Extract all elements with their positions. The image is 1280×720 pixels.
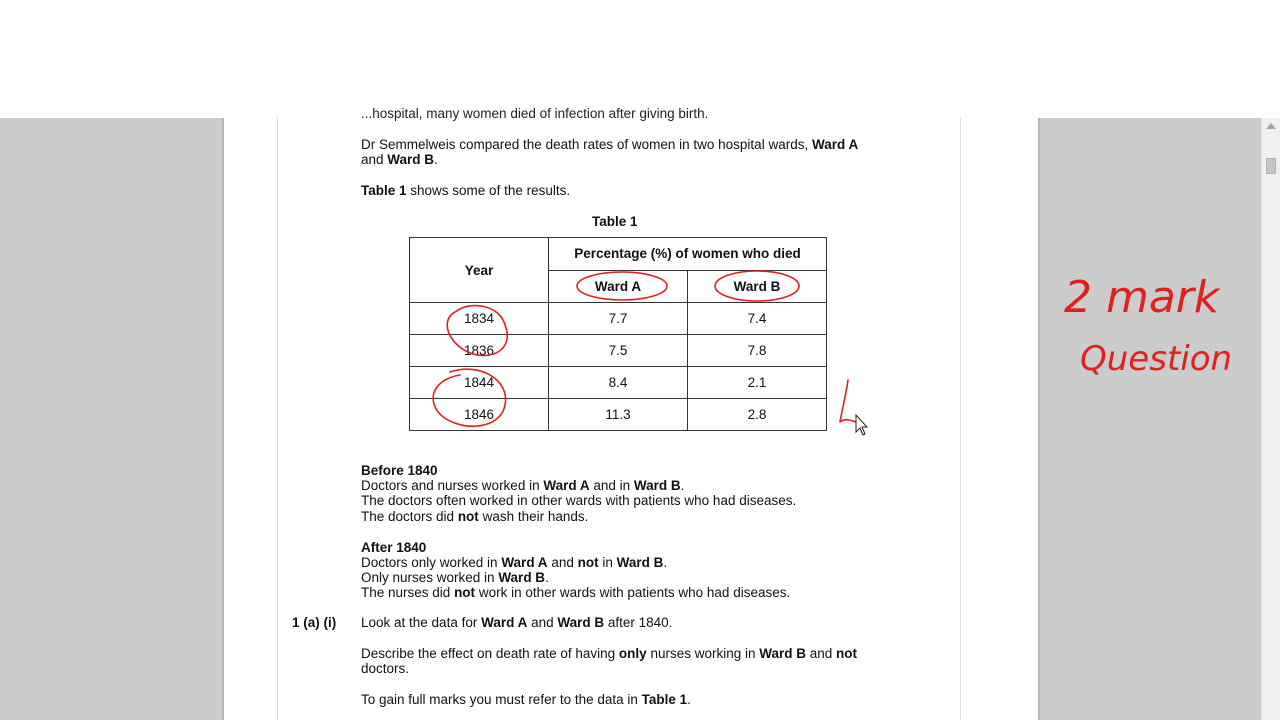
top-blank-area [0, 0, 1280, 118]
after-line-2: Only nurses worked in Ward B. [361, 570, 549, 585]
partial-top-line: ...hospital, many women died of infection after giving birth. [361, 106, 709, 121]
table-reference: Table 1 shows some of the results. [361, 183, 571, 198]
vertical-scrollbar[interactable] [1261, 118, 1280, 720]
scroll-up-arrow-icon[interactable] [1266, 123, 1276, 129]
ward-b-cell: 2.1 [688, 367, 827, 399]
exam-page [224, 106, 1038, 720]
ward-a-cell: 7.7 [549, 303, 688, 335]
after-line-3: The nurses did not work in other wards with patients who had diseases. [361, 585, 791, 600]
margin-note-line-1: 2 mark [1064, 272, 1220, 323]
year-header: Year [410, 238, 549, 303]
year-cell: 1836 [410, 335, 549, 367]
year-cell: 1834 [410, 303, 549, 335]
table-title: Table 1 [592, 214, 638, 229]
question-number: 1 (a) (i) [292, 615, 337, 630]
ward-b-cell: 2.8 [688, 399, 827, 431]
after-line-1: Doctors only worked in Ward A and not in Ward B. [361, 555, 668, 570]
ward-b-header: Ward B [688, 270, 827, 303]
table-row [410, 399, 827, 431]
before-line-1: Doctors and nurses worked in Ward A and in Ward B. [361, 478, 685, 493]
question-line-1: Look at the data for Ward A and Ward B after 1840. [361, 615, 673, 630]
after-heading: After 1840 [361, 540, 427, 555]
ward-a-header: Ward A [549, 270, 688, 303]
ward-a-cell: 7.5 [549, 335, 688, 367]
intro-line-1: Dr Semmelweis compared the death rates of women in two hospital wards, Ward A [361, 137, 859, 152]
question-line-2: Describe the effect on death rate of having only nurses working in Ward B and not [361, 646, 858, 661]
table-row [410, 335, 827, 367]
table-row [410, 303, 827, 335]
before-line-3: The doctors did not wash their hands. [361, 509, 589, 524]
right-margin-line [960, 118, 961, 720]
margin-note-line-2: Question [1080, 339, 1233, 379]
scrollbar-thumb[interactable] [1266, 158, 1276, 174]
ward-a-cell: 11.3 [549, 399, 688, 431]
left-margin-line [277, 118, 278, 720]
percentage-header: Percentage (%) of women who died [549, 238, 827, 271]
intro-line-2: and Ward B. [361, 152, 438, 167]
question-line-3: doctors. [361, 661, 410, 676]
before-heading: Before 1840 [361, 463, 438, 478]
ward-b-cell: 7.8 [688, 335, 827, 367]
question-line-4: To gain full marks you must refer to the data in Table 1. [361, 692, 691, 707]
results-table [409, 237, 827, 431]
year-cell: 1846 [410, 399, 549, 431]
table-row [410, 367, 827, 399]
ward-b-cell: 7.4 [688, 303, 827, 335]
before-line-2: The doctors often worked in other wards with patients who had diseases. [361, 493, 797, 508]
year-cell: 1844 [410, 367, 549, 399]
ward-a-cell: 8.4 [549, 367, 688, 399]
